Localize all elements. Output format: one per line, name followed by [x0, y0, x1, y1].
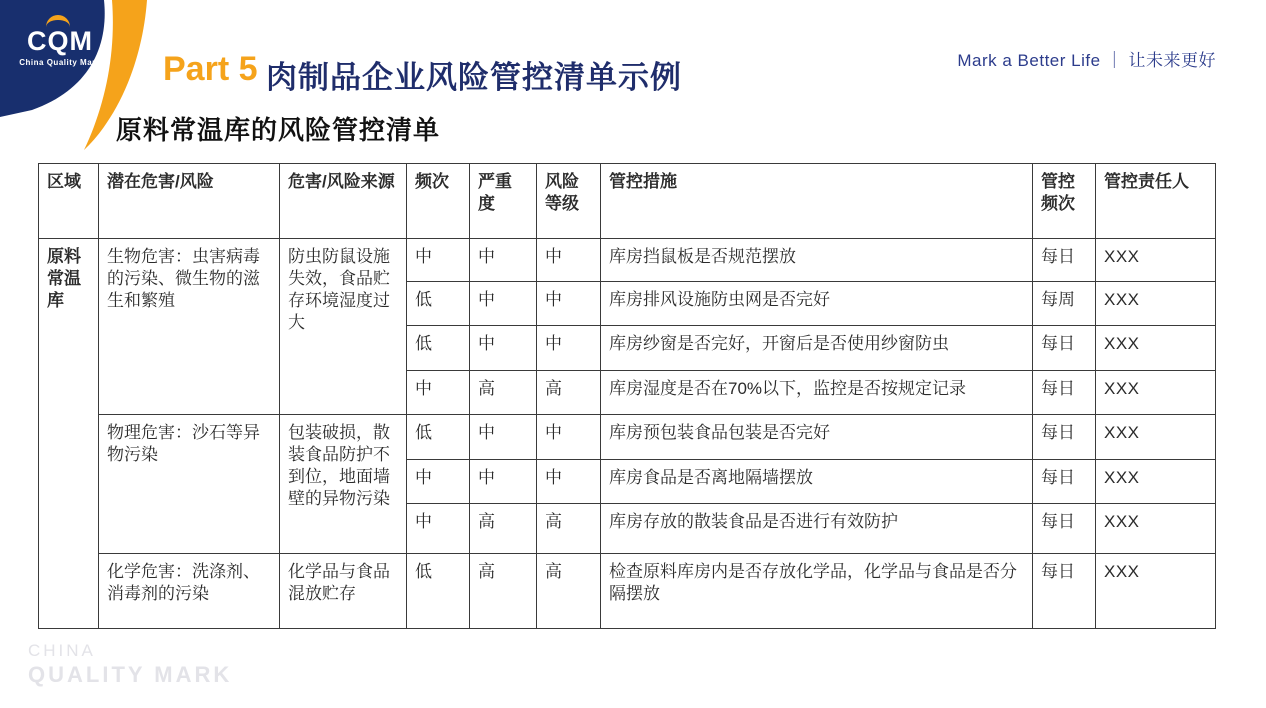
- cell-owner: XXX: [1096, 554, 1216, 629]
- cell-severity: 高: [470, 371, 537, 415]
- cell-owner: XXX: [1096, 415, 1216, 460]
- cell-hazard-biological: 生物危害：虫害病毒的污染、微生物的滋生和繁殖: [99, 239, 280, 415]
- cell-risk-level: 中: [537, 460, 601, 504]
- cell-risk-level: 高: [537, 504, 601, 554]
- col-header-measures: 管控措施: [601, 164, 1033, 239]
- cell-measure: 库房预包装食品包装是否完好: [601, 415, 1033, 460]
- cell-severity: 中: [470, 460, 537, 504]
- header-row: [39, 164, 1216, 239]
- cell-area: 原料常温库: [39, 239, 99, 629]
- cell-frequency: 中: [407, 460, 470, 504]
- watermark-line1: CHINA: [28, 641, 96, 660]
- cell-source-biological: 防虫防鼠设施失效，食品贮存环境湿度过大: [280, 239, 407, 415]
- cell-control-frequency: 每日: [1033, 554, 1096, 629]
- cell-measure: 库房湿度是否在70%以下，监控是否按规定记录: [601, 371, 1033, 415]
- cell-frequency: 中: [407, 371, 470, 415]
- col-header-severity: 严重度: [470, 164, 537, 239]
- cell-owner: XXX: [1096, 460, 1216, 504]
- cell-risk-level: 高: [537, 554, 601, 629]
- table-row: [39, 554, 1216, 629]
- table-row: [39, 415, 1216, 460]
- cell-measure: 库房食品是否离地隔墙摆放: [601, 460, 1033, 504]
- cell-frequency: 中: [407, 239, 470, 282]
- logo-acronym: CQM: [27, 26, 93, 56]
- col-header-area: 区域: [39, 164, 99, 239]
- cell-owner: XXX: [1096, 282, 1216, 326]
- cell-measure: 库房存放的散装食品是否进行有效防护: [601, 504, 1033, 554]
- watermark-line2: QUALITY MARK: [28, 662, 233, 687]
- cell-control-frequency: 每日: [1033, 239, 1096, 282]
- cell-control-frequency: 每日: [1033, 504, 1096, 554]
- cell-hazard-physical: 物理危害：沙石等异物污染: [99, 415, 280, 554]
- cell-risk-level: 中: [537, 415, 601, 460]
- brand-slogan: Mark a Better Life ｜ 让未来更好: [957, 51, 1216, 70]
- cell-frequency: 低: [407, 326, 470, 371]
- cell-severity: 中: [470, 282, 537, 326]
- cell-owner: XXX: [1096, 326, 1216, 371]
- cell-owner: XXX: [1096, 371, 1216, 415]
- cell-frequency: 低: [407, 554, 470, 629]
- col-header-control-frequency: 管控频次: [1033, 164, 1096, 239]
- part-label: Part 5: [163, 50, 258, 88]
- cell-control-frequency: 每日: [1033, 460, 1096, 504]
- cell-frequency: 低: [407, 415, 470, 460]
- cell-risk-level: 高: [537, 371, 601, 415]
- cell-source-physical: 包装破损，散装食品防护不到位，地面墙壁的异物污染: [280, 415, 407, 554]
- cell-frequency: 中: [407, 504, 470, 554]
- cell-control-frequency: 每日: [1033, 371, 1096, 415]
- cell-measure: 检查原料库房内是否存放化学品，化学品与食品是否分隔摆放: [601, 554, 1033, 629]
- col-header-hazard: 潜在危害/风险: [99, 164, 280, 239]
- cell-measure: 库房纱窗是否完好，开窗后是否使用纱窗防虫: [601, 326, 1033, 371]
- table-row: [39, 239, 1216, 282]
- col-header-owner: 管控责任人: [1096, 164, 1216, 239]
- cell-risk-level: 中: [537, 326, 601, 371]
- table-subtitle: 原料常温库的风险管控清单: [116, 115, 441, 145]
- col-header-frequency: 频次: [407, 164, 470, 239]
- page-title: 肉制品企业风险管控清单示例: [266, 60, 682, 95]
- cell-risk-level: 中: [537, 282, 601, 326]
- cell-severity: 高: [470, 504, 537, 554]
- cell-owner: XXX: [1096, 504, 1216, 554]
- risk-control-table-wrap: [38, 163, 1216, 629]
- cell-risk-level: 中: [537, 239, 601, 282]
- cell-severity: 中: [470, 239, 537, 282]
- cell-severity: 中: [470, 326, 537, 371]
- cell-control-frequency: 每周: [1033, 282, 1096, 326]
- col-header-source: 危害/风险来源: [280, 164, 407, 239]
- cell-frequency: 低: [407, 282, 470, 326]
- cell-owner: XXX: [1096, 239, 1216, 282]
- cell-hazard-chemical: 化学危害：洗涤剂、消毒剂的污染: [99, 554, 280, 629]
- cell-measure: 库房排风设施防虫网是否完好: [601, 282, 1033, 326]
- cell-control-frequency: 每日: [1033, 326, 1096, 371]
- logo-tagline: China Quality Mark: [19, 58, 101, 67]
- cell-severity: 高: [470, 554, 537, 629]
- col-header-risk-level: 风险等级: [537, 164, 601, 239]
- cell-source-chemical: 化学品与食品混放贮存: [280, 554, 407, 629]
- risk-control-table: [38, 163, 1216, 629]
- cell-measure: 库房挡鼠板是否规范摆放: [601, 239, 1033, 282]
- watermark: [28, 641, 232, 688]
- cell-control-frequency: 每日: [1033, 415, 1096, 460]
- cell-severity: 中: [470, 415, 537, 460]
